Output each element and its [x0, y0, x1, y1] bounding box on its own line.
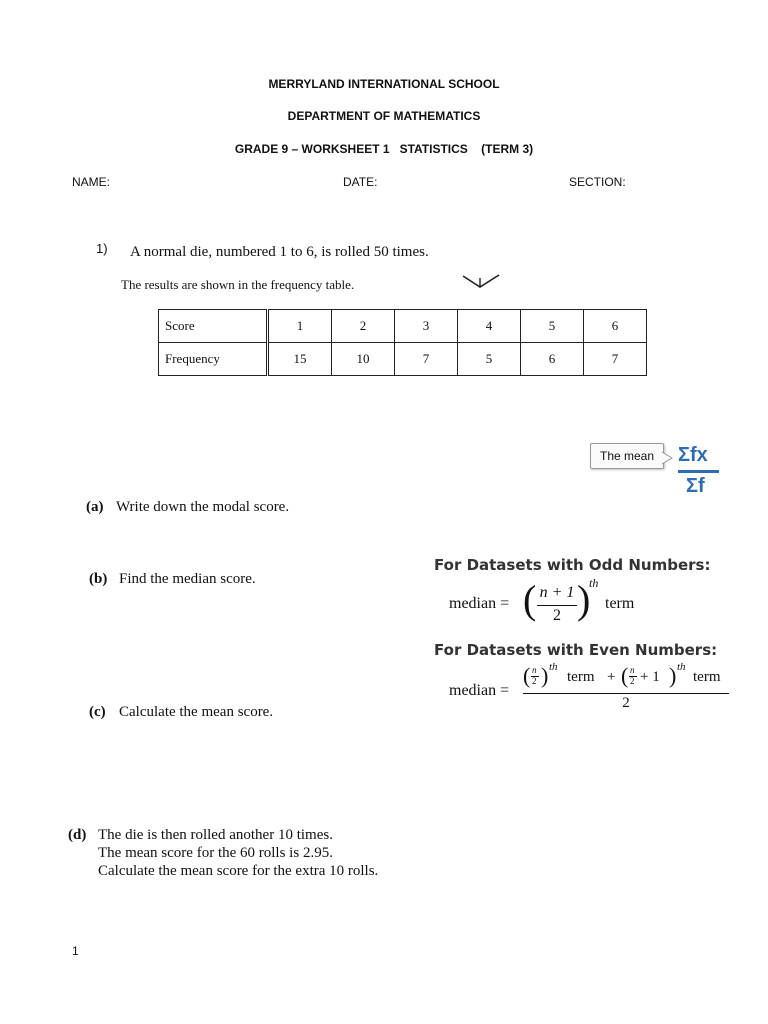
frequency-cell: 6 — [521, 343, 584, 376]
page-number: 1 — [72, 944, 79, 958]
median-even-plus: + — [607, 669, 616, 685]
median-even-term-2: term — [693, 669, 721, 685]
score-cell: 2 — [332, 310, 395, 343]
section-field-label: SECTION: — [569, 175, 626, 189]
n-over-2-two-2: 2 — [630, 676, 635, 686]
median-odd-numerator: n + 1 — [539, 584, 575, 601]
median-even-numerator — [523, 661, 729, 691]
part-c — [89, 704, 273, 721]
mean-numerator: Σfx — [678, 444, 708, 466]
part-a-text: Write down the modal score. — [116, 499, 290, 515]
part-c-label: (c) — [89, 704, 106, 720]
close-paren: ) — [577, 577, 591, 622]
check-mark-icon — [462, 273, 500, 289]
median-odd-lhs: median = — [449, 595, 510, 612]
median-even-lhs: median = — [449, 682, 510, 699]
part-d-label: (d) — [68, 827, 87, 843]
frequency-cell: 5 — [458, 343, 521, 376]
part-b-label: (b) — [89, 571, 108, 587]
median-even-power-1: th — [549, 661, 558, 673]
score-header: Score — [159, 310, 268, 343]
part-b — [89, 571, 256, 588]
frequency-row — [159, 343, 647, 376]
school-name: MERRYLAND INTERNATIONAL SCHOOL — [268, 77, 500, 91]
median-odd-power: th — [589, 576, 599, 590]
score-cell: 6 — [584, 310, 647, 343]
department-name: DEPARTMENT OF MATHEMATICS — [287, 109, 481, 123]
score-cell: 3 — [395, 310, 458, 343]
median-even-fraction-bar — [523, 693, 729, 694]
callout-pointer-icon — [662, 450, 674, 466]
mean-denominator: Σf — [686, 475, 705, 497]
median-even-heading: For Datasets with Even Numbers: — [434, 641, 718, 659]
median-odd-denominator: 2 — [553, 607, 561, 624]
name-field-label: NAME: — [72, 175, 111, 189]
median-even-term-1: term — [567, 669, 595, 685]
frequency-cell: 7 — [395, 343, 458, 376]
mean-callout: The mean — [590, 443, 664, 469]
paren-right-1: ) — [541, 663, 549, 688]
median-odd-heading: For Datasets with Odd Numbers: — [434, 556, 711, 574]
mean-fraction-bar — [678, 470, 719, 473]
median-even-formula — [449, 661, 739, 715]
frequency-cell: 10 — [332, 343, 395, 376]
median-odd-formula — [449, 576, 689, 628]
median-even-denominator: 2 — [622, 695, 630, 711]
part-c-text: Calculate the mean score. — [119, 704, 274, 720]
part-a — [86, 499, 289, 516]
open-paren: ( — [523, 577, 537, 622]
score-cell: 1 — [268, 310, 332, 343]
score-cell: 5 — [521, 310, 584, 343]
question-number: 1) — [96, 241, 108, 256]
paren-right-2: ) — [669, 663, 677, 688]
worksheet-title: GRADE 9 – WORKSHEET 1 STATISTICS (TERM 3) — [234, 142, 534, 156]
date-field-label: DATE: — [343, 175, 378, 189]
part-d-line-3: Calculate the mean score for the extra 10 rolls. — [98, 863, 379, 879]
paren-left-2: ( — [621, 663, 629, 688]
frequency-cell: 15 — [268, 343, 332, 376]
n-over-2-n-2: n — [630, 665, 635, 675]
frequency-cell: 7 — [584, 343, 647, 376]
frequency-table — [158, 309, 647, 376]
score-cell: 4 — [458, 310, 521, 343]
score-row — [159, 310, 647, 343]
question-line-1: A normal die, numbered 1 to 6, is rolled 50 times. — [130, 244, 429, 260]
n-over-2-n: n — [532, 665, 537, 675]
part-d-line-2: The mean score for the 60 rolls is 2.95. — [98, 845, 333, 861]
n-over-2-two: 2 — [532, 676, 537, 686]
median-even-power-2: th — [677, 661, 686, 673]
frequency-header: Frequency — [159, 343, 268, 376]
part-d — [68, 826, 378, 880]
part-a-label: (a) — [86, 499, 104, 515]
question-line-2: The results are shown in the frequency table. — [121, 277, 355, 292]
part-b-text: Find the median score. — [119, 571, 256, 587]
median-even-plus-one: + 1 — [640, 669, 660, 685]
median-odd-fraction-bar — [537, 605, 577, 606]
paren-left-1: ( — [523, 663, 531, 688]
median-odd-term: term — [605, 595, 635, 612]
part-d-line-1: The die is then rolled another 10 times. — [98, 827, 333, 843]
